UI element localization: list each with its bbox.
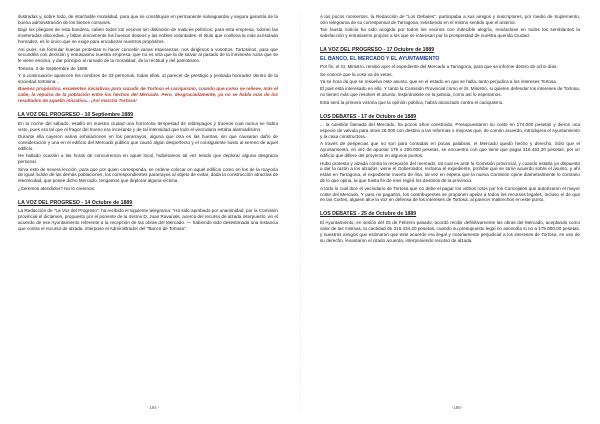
paragraph: Por fin, el Sr. Ministro, remitió ayer el expediente del Mercado a Tarragona, para que se informe dentro de ocho días.: [320, 64, 558, 70]
paragraph: Así pues, sin formular huecas protestas ni hacer concebir vanas esperanzas, nos dirigimos a vosotros, Tortosinos, para que secundéis con decisión y entusiasmo nuestra empresa, que no es otra que la de salvar al pasado de la inminente ruina que se le viene encima, y dar principio al ramado de la moralidad, de la rectitud y del patriotismo.: [18, 46, 278, 64]
article-section: [320, 211, 580, 243]
article-section: [18, 112, 278, 191]
paragraph: He hallado ocasión a las horas de concurrencia en aquel local, hubiéramos tal vez tenido que deplorar alguna desgracia personal.: [18, 153, 278, 165]
paragraph: A todo lo cual dice el vecindario de Tortosa que no debe el pagar los vidrios rotos por los Concejales que autorizaron el mayor coste del Mercado. Y para no pagarlos, los contribuyentes se proponen apelar a todos los recursos legales, incluso el de que en las Cortes, alguien alce la voz en defensa de los intereses de Tortosa, al parecer maltrechos en este punto.: [320, 185, 580, 203]
paragraph: ilustradas y, sobre todo, de intachable moralidad, para que se constituyan en permanente salvaguardia y segura garantía de la buena administración de los bienes comunes.: [18, 14, 278, 25]
section-heading: LA VOZ DEL PROGRESO - 17 Octubre de 1889: [320, 47, 435, 54]
paragraph: Se conoce que la cosa va de veras.: [320, 71, 393, 77]
paragraph: Hubo protesta y alzada contra la recepción del mercado, tal cual es ante la Comisión provincial, y cuando estaba ya dispuesta a dar la razón a los alzados, viene el Gobernador, reclama el expediente, prohíbe que se tome acuerdo sobre el asunto, y ahí están en Tarragona, el expediente muerto de risa, tal vez en espera que la nueva Comisión opine diametralmente lo contrario de lo que opina, la que hasta fin de mes regirá los destinos de la provincia.: [320, 160, 580, 184]
paragraph: Sirva esto de severa lección, para que por quien corresponda, se ordene colocar en aquel edificio como en los de la mayoría de igual índole de las demás poblaciones, los correspondientes pararrayos al objeto de evitar, dada la construcción atractiva de electricidad, que posee dicho Mercado, tengamos que deplorar alguna víctima.: [18, 166, 278, 184]
section-heading: LA VOZ DEL PROGRESO - 14 Octubre de 1889: [18, 199, 133, 206]
paragraph: Esta será la primera victoria que la opinión pública, habrá alcanzado contra el caciquismo.: [320, 99, 504, 105]
left-page: [18, 14, 278, 414]
paragraph: ... la cuestión llamada del Mercado, ha pocos años construido. Presupuestaron su coste en 174.000 pesetas y dieron una especie de valvula para otras 25.000 con destino a las reformas o mejoras que, de común acuerdo, introdujera el Ayuntamiento y la casa constructora.: [320, 122, 580, 139]
right-page: [320, 14, 580, 414]
paragraph: Ya se hora de que se resuelva este asunto, que en el estado en que se halla, tanto perjudica a los intereses Tortosa.: [320, 78, 558, 84]
paragraph: La Redacción de "La Voz del Progreso", ha recibido el siguiente telegrama: "Ha sido aprobado por unanimidad, por la Comisión provincial el dictamen, propuesto por el ponente de la misma D. Juan Ravanals, acerca del recurso de alzada interpuesto, en el acuerdo de ese Ayuntamiento referente a la recepción de las obras del Mercado. — habiendo sido desestimada una instancia que contra el recurso de alzada, interpuso el Administrador del "Banco de Tortosa".: [18, 208, 278, 231]
paragraph: Tan fausta noticia ha sido acogida por todos los vecinos con indecible alegría, reinándose en todos los semblantes la satisfacción y entusiasmo propios a los que se interesan por la prosperidad de nuestra querida Ciudad.: [320, 27, 580, 39]
page-number: - 194 -: [146, 405, 160, 410]
article-section: [18, 200, 278, 232]
paragraph: El Ayuntamiento, en sesión del 25 de Febrero pasado, acordó recibir definitivamente las obras del Mercado, aceptando como valor de las mismas, la cantidad de 316.434,20 pesetas, cuando su presupuesto legal no ascendía si no a 175.000,00 pesetas, y nuestros amigos que estimaron que este acuerdo era ilegal y notoriamente perjudicial a los intereses de Tortosa, en uso de su derecho, levantaron el citado acuerdo, interponiendo recurso de alzada.: [320, 219, 580, 243]
paragraph: En la noche del sábado, estalló en nuestra ciudad una horrorosa tempestad de relámpagos y truenos cual nunca se había visto, pues era tal que el fragor del trueno era incesante y de tal intensidad que todo el vecindario estaba alarmadísimo.: [18, 120, 278, 132]
paragraph: Durante ella cayeron varias exhalaciones en los pararrayos, alguna que otra en las huertas, sin que causaran daño de consideración y una en el edificio del Mercado público que causó algún desperfecto y el consiguiente susto al sereno de aquel edificio.: [18, 134, 278, 151]
paragraph: Tortosa, 3 de Septiembre de 1889.: [18, 65, 89, 71]
paragraph: Bajo los pliegues de esta bandera, caben todos los vecinos sin distinción de matices políticos; para esta empresa, sobran las inveteradas discordias, y faltan únicamente los buenos deseos y las nobles voluntades: el titulo que conlleva la más acrisolada honradez, es lo único que se exige para encabezar nuestros propósitos.: [18, 27, 278, 45]
page-gutter: [300, 14, 301, 410]
page-number: -195-: [451, 405, 463, 410]
paragraph: A través de peripecias que no son para contadas en pocas palabras, el Mercado quedó hecho y derecho. Sólo que el Ayuntamiento, en vez de apuntar 175 o 200.000 pesetas, se encuentra con que tiene que pagar 316.483,20 pesetas, por un edificio que difiere del proyecto en algunos puntos.: [320, 141, 580, 159]
section-heading: LOS DEBATES - 25 de Octubre de 1889: [320, 211, 417, 218]
article-section: [320, 47, 580, 105]
paragraph: El pais está interesado en ello. Y tanto la Comisión Provincial como el Sr. Ministro, si quieren defender los intereses de Tortosa, no tienen más que resolver el asunto, inspirándose en la justicia, como así lo esperamos.: [320, 86, 580, 98]
section-subtitle: EL BANCO, EL MERCADO Y EL AYUNTAMIENTO: [320, 55, 440, 62]
red-quote: Buenos propósitos, excelentes iniciativas para sacudir de Tortosa el caciquismo, cuando que como se relieve, más el cabe, la repulsa de la población entre los hechos del Mercado. Pero, desgraciadamente, ya no se habla más de los resultados de aquella iniciativa... ¡Así marcha Tortosa!: [18, 86, 278, 104]
section-heading: LA VOZ DEL PROGRESO - 10 Septiembre 1889: [18, 112, 134, 119]
paragraph: ¿Seremos atendidos? No lo creemos.: [18, 185, 96, 191]
section-heading: LOS DEBATES - 17 de Octubre de 1889: [320, 113, 417, 120]
article-section: [320, 114, 580, 204]
paragraph: A los pocos momentos, la Redacción de "Los Debates", participaba a sus amigos y suscriptores, por medio de Suplemento, otro telegrama de su corresponsal de Tarragona, insistiendo en el mismo sentido que el anterior.: [320, 14, 580, 25]
paragraph: Y a continuación aparecen los nombres de 33 personas, todas ellas, al parecer de prestigio y probada honradez dentro de la sociedad tortosina...: [18, 73, 278, 85]
